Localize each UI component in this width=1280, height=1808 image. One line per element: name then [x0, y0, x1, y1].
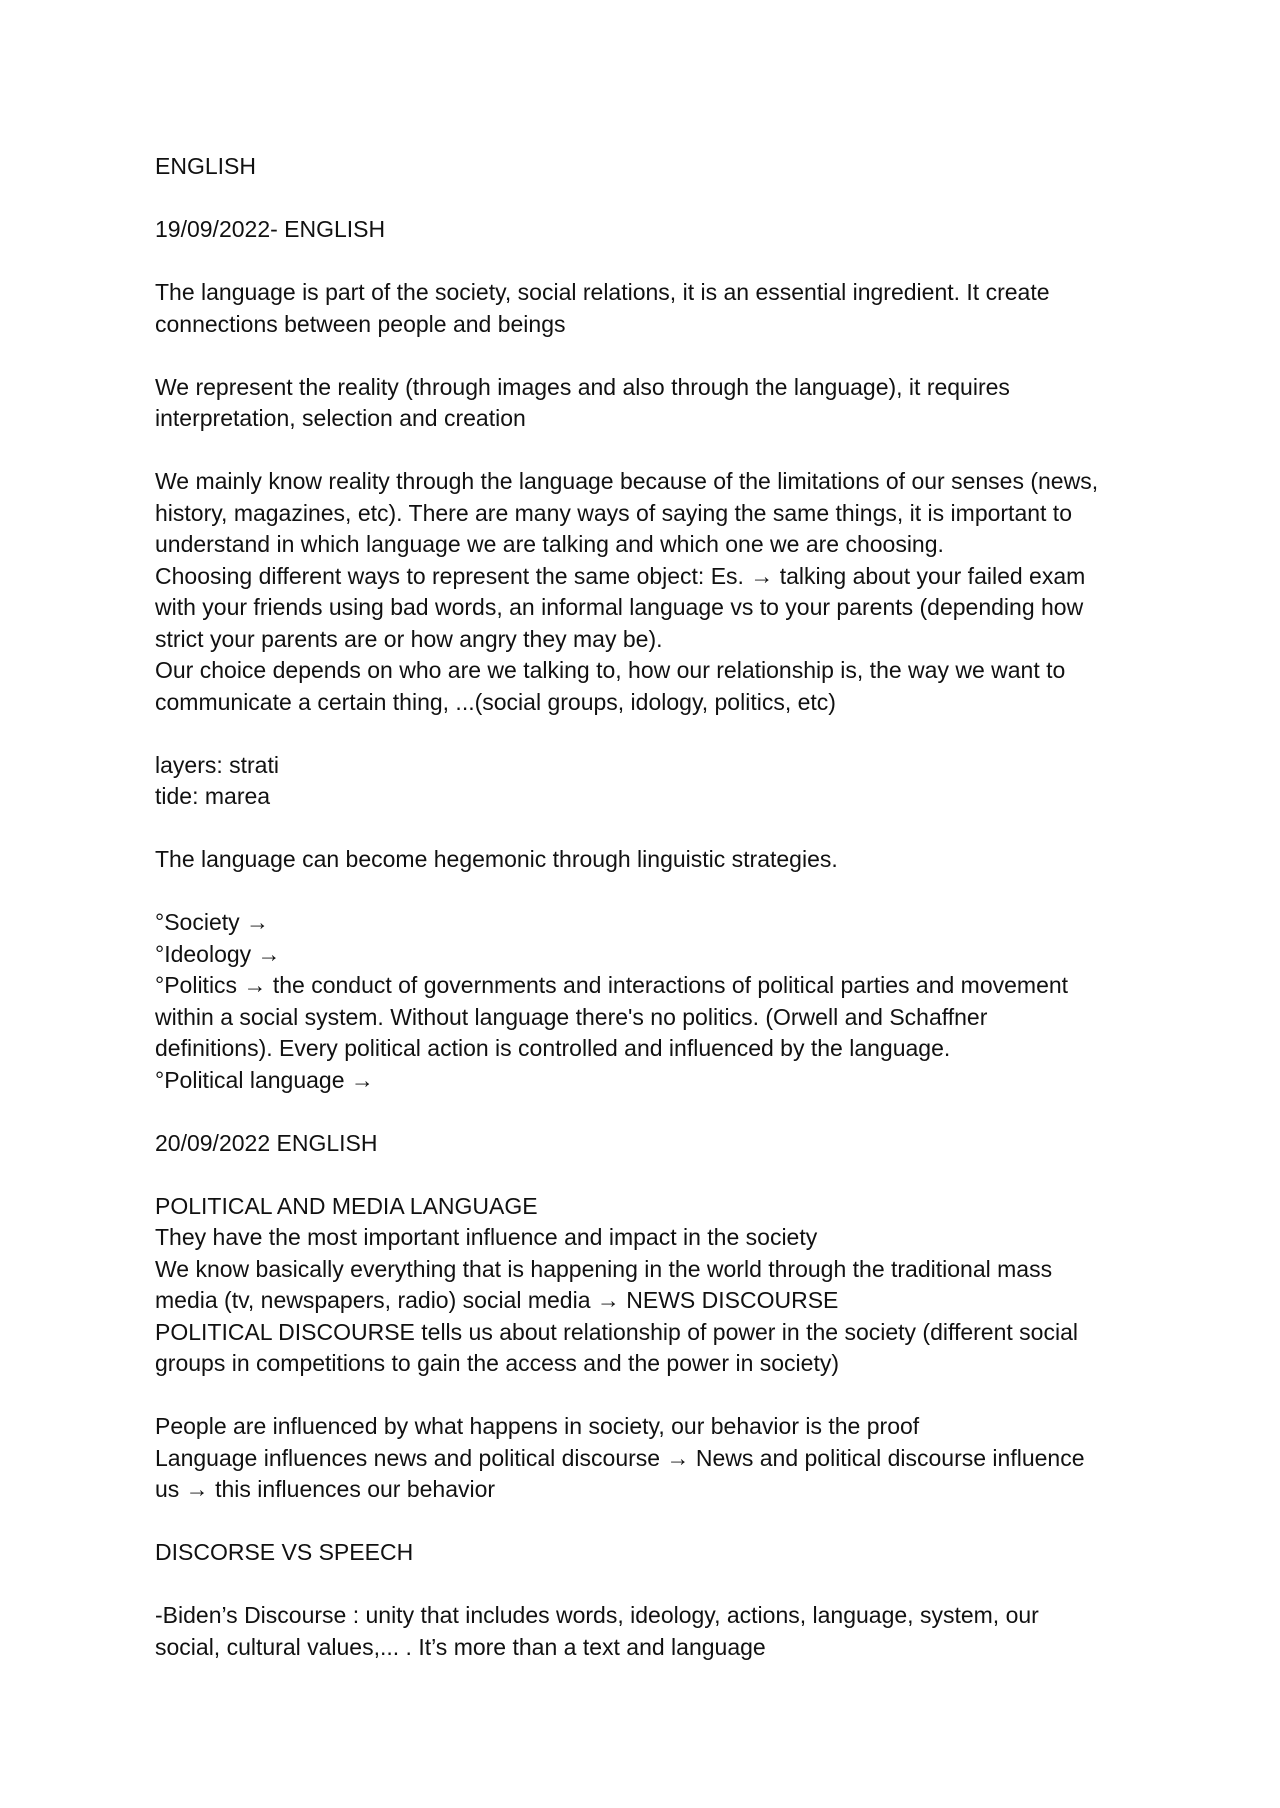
text-line: interpretation, selection and creation — [155, 405, 526, 431]
text-line: Choosing different ways to represent the same object: Es. → talking about your failed exam — [155, 562, 1086, 589]
paragraph — [155, 750, 1135, 813]
paragraph — [155, 277, 1135, 340]
text-line: The language can become hegemonic through linguistic strategies. — [155, 846, 838, 872]
paragraph — [155, 214, 1135, 246]
text-line: definitions). Every political action is controlled and influenced by the language. — [155, 1035, 951, 1061]
paragraph — [155, 1537, 1135, 1569]
text-line: strict your parents are or how angry they may be). — [155, 625, 663, 652]
text-line: °Political language → — [155, 1066, 374, 1093]
text-line: °Politics → the conduct of governments and interactions of political parties and movement — [155, 972, 1069, 998]
text-line: We represent the reality (through images and also through the language), it requires — [155, 373, 1010, 400]
text-line: us → this influences our behavior — [155, 1476, 496, 1502]
text-line: -Biden’s Discourse : unity that includes words, ideology, actions, language, system, our — [155, 1602, 1039, 1628]
text-line: history, magazines, etc). There are many ways of saying the same things, it is important to — [155, 499, 1072, 526]
text-line: understand in which language we are talking and which one we are choosing. — [155, 531, 944, 557]
text-line: They have the most important influence and impact in the society — [155, 1224, 818, 1250]
document-title — [155, 151, 1135, 183]
text-line: connections between people and beings — [155, 310, 566, 337]
text-line: Our choice depends on who are we talking to, how our relationship is, the way we want to — [155, 657, 1066, 683]
text-line: Language influences news and political discourse → News and political discourse influence — [155, 1444, 1085, 1471]
text-line: tide: marea — [155, 783, 271, 809]
text-line: groups in competitions to gain the access and the power in society) — [155, 1350, 839, 1376]
text-line: communicate a certain thing, ...(social groups, idology, politics, etc) — [155, 688, 836, 715]
text-line: The language is part of the society, social relations, it is an essential ingredient. It create — [155, 279, 1050, 305]
text-line: media (tv, newspapers, radio) social media → NEWS DISCOURSE — [155, 1287, 839, 1313]
text-line: 20/09/2022 ENGLISH — [155, 1129, 378, 1156]
paragraph-list — [155, 214, 1135, 1663]
text-line: layers: strati — [155, 751, 279, 778]
paragraph — [155, 1128, 1135, 1160]
text-line: DISCORSE VS SPEECH — [155, 1539, 414, 1565]
text-line: We know basically everything that is happening in the world through the traditional mass — [155, 1255, 1053, 1282]
text-line: social, cultural values,... . It’s more than a text and language — [155, 1633, 766, 1660]
paragraph — [155, 907, 1135, 1096]
paragraph — [155, 1600, 1135, 1663]
document-body — [155, 151, 1135, 1695]
text-line: POLITICAL AND MEDIA LANGUAGE — [155, 1192, 538, 1219]
text-line: POLITICAL DISCOURSE tells us about relationship of power in the society (different social — [155, 1318, 1078, 1345]
paragraph — [155, 1191, 1135, 1380]
paragraph — [155, 466, 1135, 718]
text-line: with your friends using bad words, an informal language vs to your parents (depending how — [155, 594, 1084, 620]
text-line: °Society → — [155, 909, 270, 935]
paragraph — [155, 1411, 1135, 1506]
paragraph — [155, 844, 1135, 876]
paragraph — [155, 372, 1135, 435]
text-line: We mainly know reality through the language because of the limitations of our senses (news, — [155, 468, 1099, 494]
text-line: within a social system. Without language there's no politics. (Orwell and Schaffner — [155, 1003, 988, 1030]
text-line: 19/09/2022- ENGLISH — [155, 216, 386, 242]
title-line: ENGLISH — [155, 153, 256, 179]
text-line: People are influenced by what happens in society, our behavior is the proof — [155, 1413, 920, 1439]
text-line: °Ideology → — [155, 940, 281, 967]
